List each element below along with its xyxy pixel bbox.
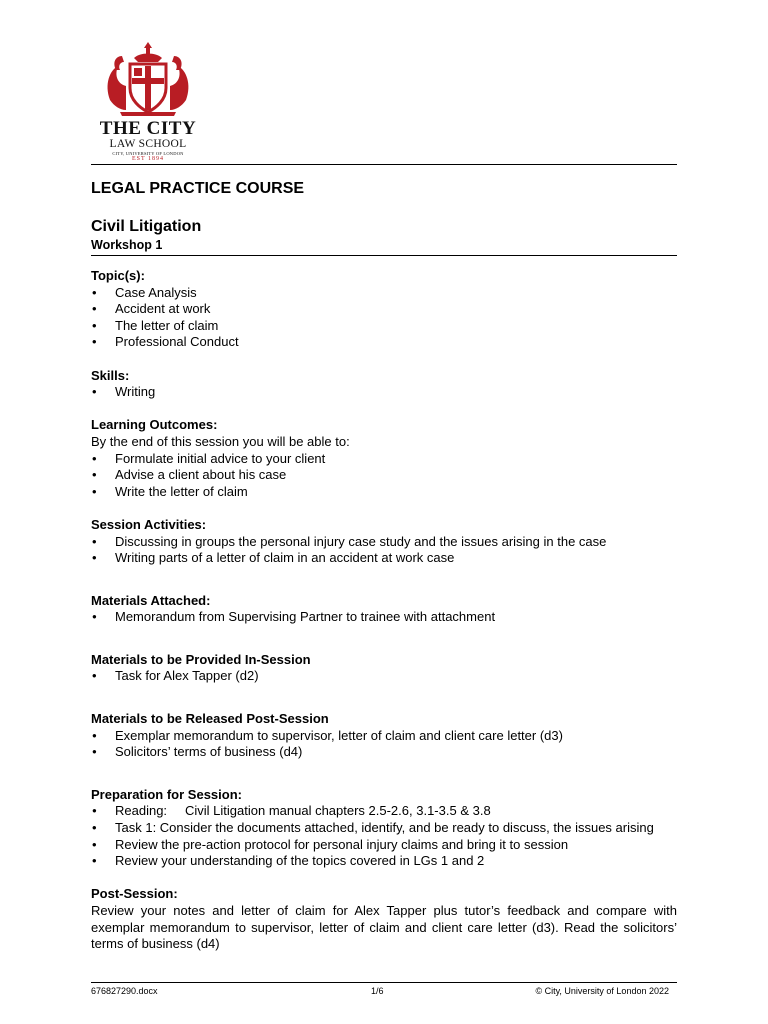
list-item: • Formulate initial advice to your client — [91, 451, 677, 468]
materials-post-session-section — [91, 711, 677, 761]
preparation-list — [91, 803, 677, 869]
post-session-text: Review your notes and letter of claim for Alex Tapper plus tutor’s feedback and compare with exemplar memorandum to supervisor, letter of claim and client care letter (d3). Read the solicitors’ terms of business (d4) — [91, 903, 677, 952]
list-item: • Accident at work — [91, 301, 677, 318]
learning-outcomes-intro: By the end of this session you will be able to: — [91, 433, 350, 449]
materials-in-session-list — [91, 668, 677, 685]
list-item: • Discussing in groups the personal injury case study and the issues arising in the case — [91, 534, 677, 551]
footer-copyright: © City, University of London 2022 — [535, 986, 669, 996]
course-title: LEGAL PRACTICE COURSE — [91, 180, 305, 197]
session-activities-list — [91, 534, 677, 567]
learning-outcomes-list — [91, 451, 677, 501]
section-heading: Preparation for Session: — [91, 786, 242, 802]
list-item: • Case Analysis — [91, 285, 677, 302]
skills-section — [91, 368, 677, 401]
section-heading: Materials to be Provided In-Session — [91, 651, 311, 667]
logo-line-1: THE CITY — [99, 118, 197, 139]
reading-item — [91, 803, 677, 820]
section-heading: Session Activities: — [91, 516, 207, 532]
header-divider — [91, 164, 677, 165]
list-item: ● Solicitors’ terms of business (d4) — [91, 744, 677, 761]
document-body — [91, 268, 677, 969]
list-item: • Writing parts of a letter of claim in an accident at work case — [91, 550, 677, 567]
footer-filename: 676827290.docx — [91, 986, 158, 996]
topics-section — [91, 268, 677, 351]
list-item: • Advise a client about his case — [91, 467, 677, 484]
list-item: • Task for Alex Tapper (d2) — [91, 668, 677, 685]
list-item: • The letter of claim — [91, 318, 677, 335]
module-title: Civil Litigation — [91, 218, 202, 235]
section-heading: Topic(s): — [91, 268, 145, 283]
section-heading: Post-Session: — [91, 886, 178, 902]
preparation-section — [91, 787, 677, 870]
list-item: • Write the letter of claim — [91, 484, 677, 501]
footer-page-number: 1/6 — [371, 986, 384, 996]
list-item: • Writing — [91, 384, 677, 401]
list-item: • Review your understanding of the topics covered in LGs 1 and 2 — [91, 853, 677, 870]
materials-attached-list — [91, 609, 677, 626]
learning-outcomes-section — [91, 417, 677, 500]
section-heading: Learning Outcomes: — [91, 417, 218, 433]
section-heading: Materials to be Released Post-Session — [91, 711, 329, 727]
section-heading: Skills: — [91, 367, 130, 383]
session-activities-section — [91, 517, 677, 567]
title-divider — [91, 255, 677, 256]
materials-attached-section — [91, 593, 677, 626]
list-item: • Review the pre-action protocol for personal injury claims and bring it to session — [91, 837, 677, 854]
coat-of-arms-icon — [96, 40, 200, 118]
logo-line-2: LAW SCHOOL — [109, 138, 187, 150]
list-item: • Task 1: Consider the documents attached, identify, and be ready to discuss, the issues arising — [91, 820, 677, 837]
section-heading: Materials Attached: — [91, 592, 211, 608]
materials-post-session-list — [91, 728, 677, 761]
footer-divider — [91, 982, 677, 983]
workshop-label: Workshop 1 — [91, 238, 163, 252]
list-item: ● Exemplar memorandum to supervisor, letter of claim and client care letter (d3) — [91, 728, 677, 745]
logo-line-4: EST 1894 — [131, 156, 165, 162]
post-session-section — [91, 886, 677, 952]
materials-in-session-section — [91, 652, 677, 685]
logo-line-3: CITY, UNIVERSITY OF LONDON — [112, 151, 184, 156]
reading-label: Reading: — [115, 803, 168, 819]
skills-list — [91, 384, 677, 401]
list-item: • Professional Conduct — [91, 334, 677, 351]
city-law-school-logo — [96, 40, 200, 164]
reading-text: Civil Litigation manual chapters 2.5-2.6, 3.1-3.5 & 3.8 — [185, 803, 491, 819]
topics-list — [91, 285, 677, 351]
list-item: ● Memorandum from Supervising Partner to trainee with attachment — [91, 609, 677, 626]
